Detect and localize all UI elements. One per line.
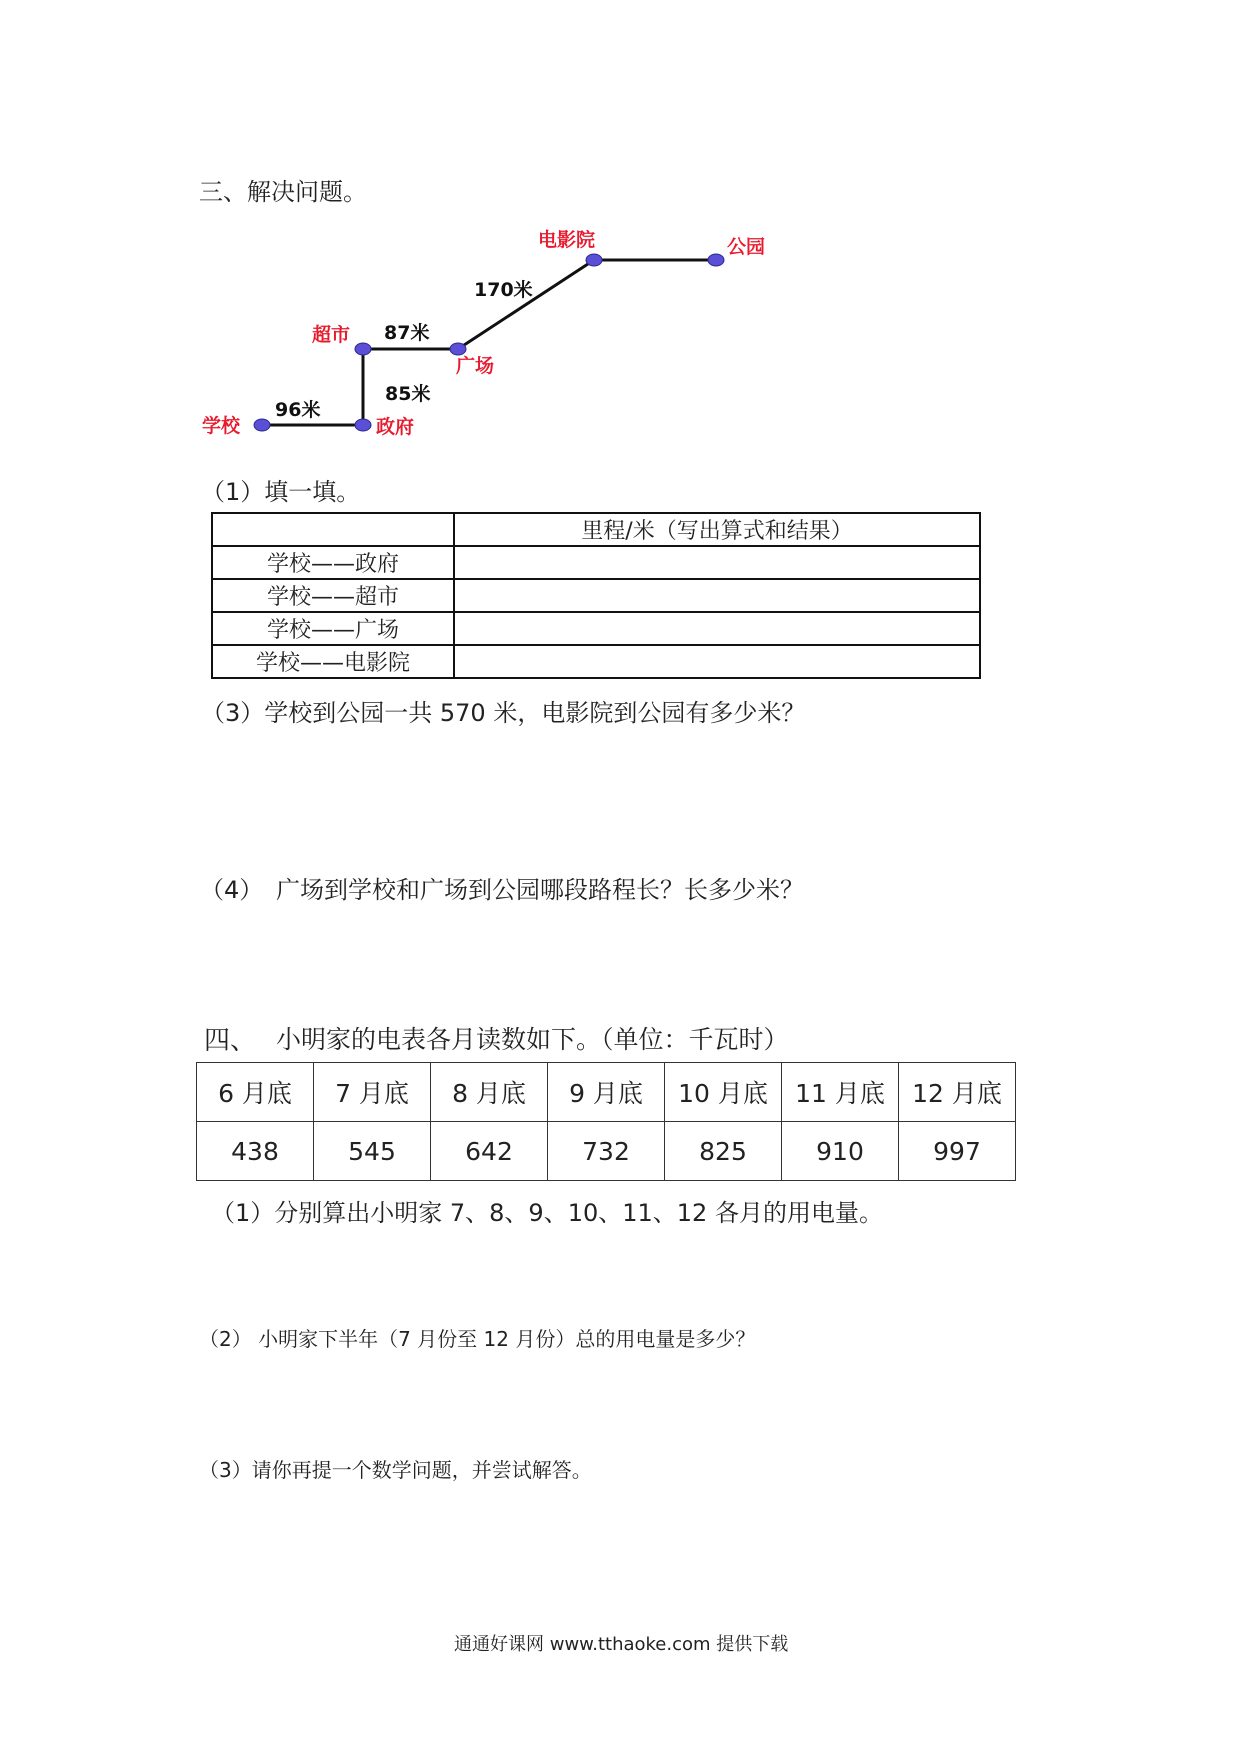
month-header: 11 月底 xyxy=(782,1063,899,1122)
q4-text: 广场到学校和广场到公园哪段路程长？长多少米？ xyxy=(276,876,804,904)
table-row xyxy=(212,645,980,678)
distance-supermarket-square: 87米 xyxy=(384,322,430,344)
reading-cell: 997 xyxy=(899,1122,1016,1181)
table-row xyxy=(212,546,980,579)
route-map xyxy=(0,0,1240,460)
fill-in-table xyxy=(211,512,981,679)
section4-title: 小明家的电表各月读数如下。（单位：千瓦时） xyxy=(276,1025,789,1054)
label-cinema: 电影院 xyxy=(538,229,596,251)
node-supermarket xyxy=(355,343,371,355)
node-square xyxy=(450,343,466,355)
label-park: 公园 xyxy=(727,236,766,258)
reading-cell: 545 xyxy=(314,1122,431,1181)
table-row xyxy=(212,513,980,546)
section3-title: 三、解决问题。 xyxy=(199,178,367,206)
node-cinema xyxy=(586,254,602,266)
table-corner-cell xyxy=(212,513,454,546)
month-header: 9 月底 xyxy=(548,1063,665,1122)
answer-cell[interactable] xyxy=(454,546,980,579)
label-government: 政府 xyxy=(376,416,415,438)
row-label: 学校——政府 xyxy=(212,546,454,579)
route-square-cinema xyxy=(458,260,594,349)
row-label: 学校——电影院 xyxy=(212,645,454,678)
row-label: 学校——超市 xyxy=(212,579,454,612)
distance-school-government: 96米 xyxy=(275,399,321,421)
node-school xyxy=(254,419,270,431)
month-header: 7 月底 xyxy=(314,1063,431,1122)
distance-government-supermarket: 85米 xyxy=(385,383,431,405)
q4-number: （4） xyxy=(200,876,264,904)
answer-cell[interactable] xyxy=(454,579,980,612)
month-header: 8 月底 xyxy=(431,1063,548,1122)
month-header: 6 月底 xyxy=(197,1063,314,1122)
label-supermarket: 超市 xyxy=(312,324,351,346)
label-square: 广场 xyxy=(456,355,495,377)
reading-cell: 642 xyxy=(431,1122,548,1181)
month-header: 10 月底 xyxy=(665,1063,782,1122)
reading-cell: 825 xyxy=(665,1122,782,1181)
s4-q3-text: （3）请你再提一个数学问题，并尝试解答。 xyxy=(199,1458,592,1482)
reading-cell: 910 xyxy=(782,1122,899,1181)
table-row xyxy=(212,612,980,645)
node-park xyxy=(708,254,724,266)
reading-cell: 732 xyxy=(548,1122,665,1181)
row-label: 学校——广场 xyxy=(212,612,454,645)
month-header: 12 月底 xyxy=(899,1063,1016,1122)
reading-cell: 438 xyxy=(197,1122,314,1181)
section4-number: 四、 xyxy=(204,1026,257,1056)
answer-cell[interactable] xyxy=(454,612,980,645)
distance-square-cinema: 170米 xyxy=(474,279,533,301)
table-row xyxy=(212,579,980,612)
table-row xyxy=(197,1063,1016,1122)
table-header-distance: 里程/米（写出算式和结果） xyxy=(454,513,980,546)
s4-q1-text: （1）分别算出小明家 7、8、9、10、11、12 各月的用电量。 xyxy=(211,1199,883,1227)
node-government xyxy=(355,419,371,431)
q1-label: （1）填一填。 xyxy=(201,478,361,506)
s4-q2-text: （2） 小明家下半年（7 月份至 12 月份）总的用电量是多少？ xyxy=(199,1327,756,1351)
label-school: 学校 xyxy=(202,415,241,437)
meter-readings-table xyxy=(196,1062,1016,1181)
table-row xyxy=(197,1122,1016,1181)
answer-cell[interactable] xyxy=(454,645,980,678)
q3-text: （3）学校到公园一共 570 米，电影院到公园有多少米？ xyxy=(201,699,806,727)
footer-credit: 通通好课网 www.tthaoke.com 提供下载 xyxy=(454,1634,789,1655)
